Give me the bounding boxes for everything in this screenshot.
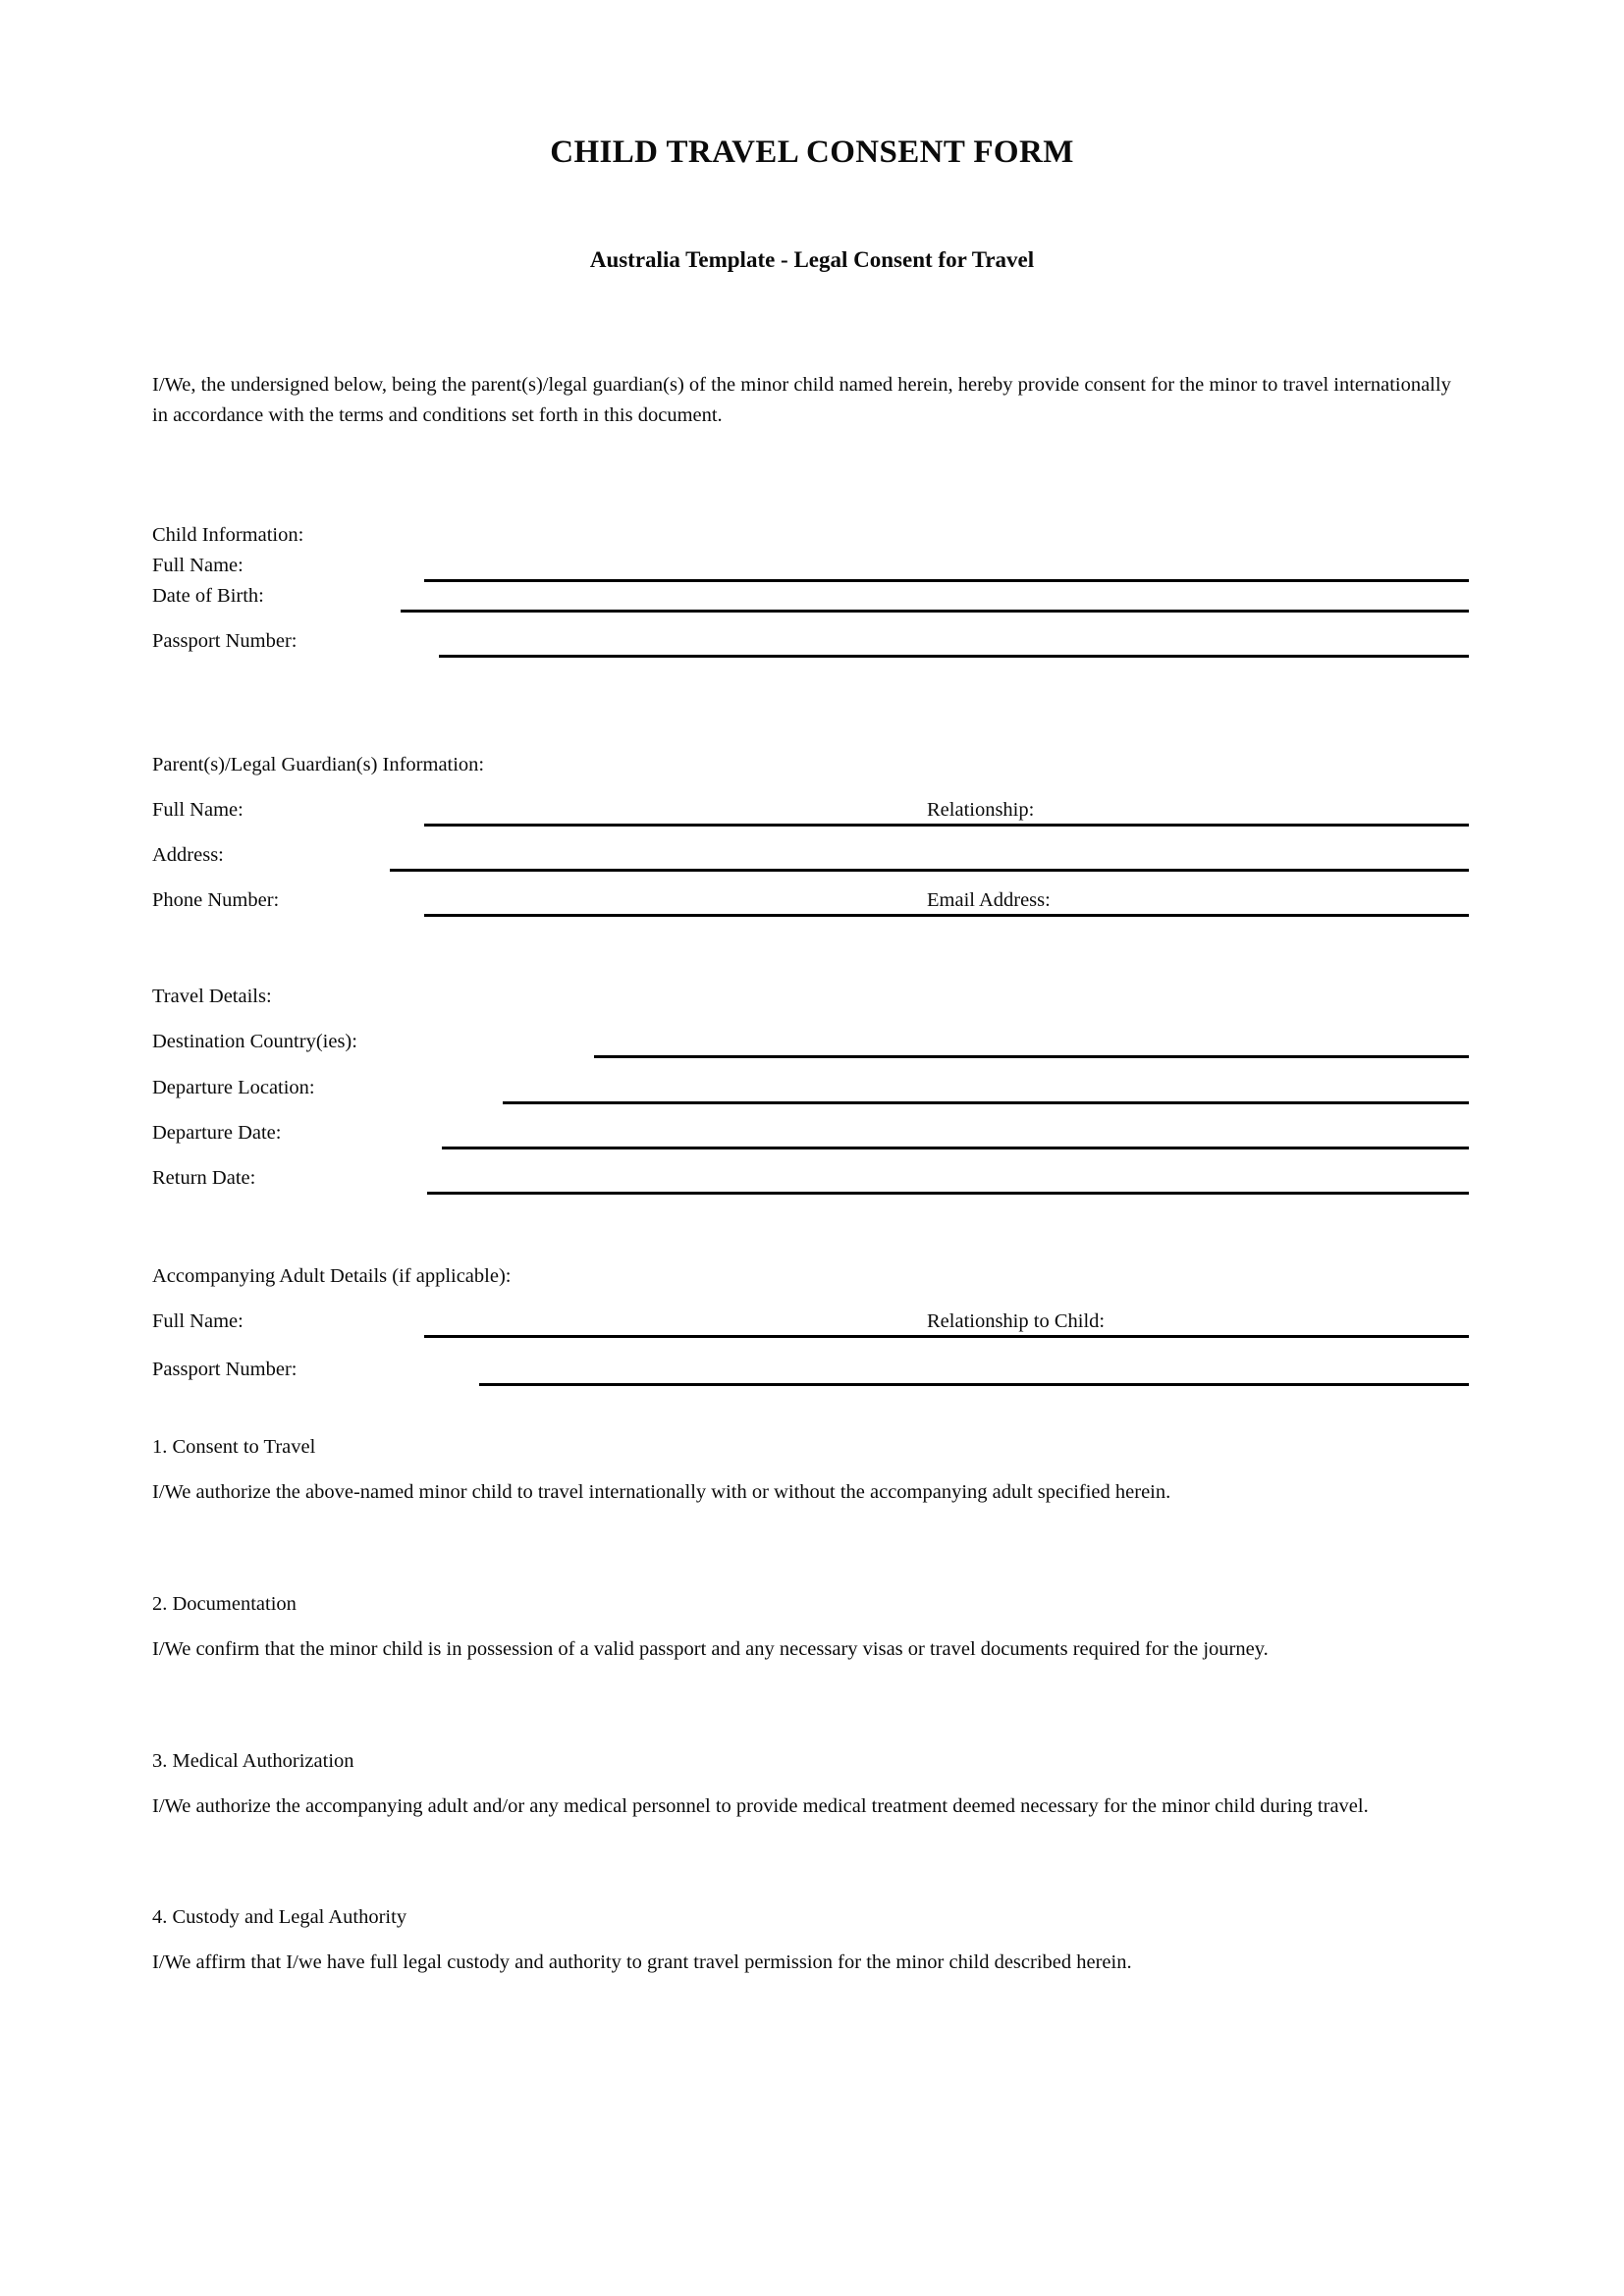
field-row-child-full-name xyxy=(0,551,1624,581)
field-label-departure-date: Departure Date: xyxy=(152,1122,282,1144)
field-input-guardian-phone-email[interactable] xyxy=(424,914,1469,917)
field-input-destination-country[interactable] xyxy=(594,1055,1469,1058)
field-label-return-date: Return Date: xyxy=(152,1167,256,1189)
field-row-guardian-full-name xyxy=(0,795,1624,826)
field-input-child-passport-number[interactable] xyxy=(439,655,1469,658)
clause-title-2: 2. Documentation xyxy=(152,1593,297,1615)
field-label-adult-passport-number: Passport Number: xyxy=(152,1359,298,1380)
field-input-adult-full-name-relationship[interactable] xyxy=(424,1335,1469,1338)
page-subtitle: Australia Template - Legal Consent for Travel xyxy=(589,247,1035,273)
field-label-guardian-email-address: Email Address: xyxy=(927,889,1051,911)
clause-title-1: 1. Consent to Travel xyxy=(152,1436,316,1458)
field-input-return-date[interactable] xyxy=(427,1192,1469,1195)
field-label-destination-country: Destination Country(ies): xyxy=(152,1031,357,1052)
field-row-adult-passport-number xyxy=(0,1355,1624,1385)
field-label-adult-relationship-to-child: Relationship to Child: xyxy=(927,1310,1106,1332)
field-label-child-date-of-birth: Date of Birth: xyxy=(152,585,264,607)
section-heading-accompanying-adult: Accompanying Adult Details (if applicable): xyxy=(152,1265,512,1287)
clause-body-3: I/We authorize the accompanying adult and/or any medical personnel to provide medical treatment deemed necessary for the minor child during travel. xyxy=(152,1795,1369,1817)
field-label-guardian-relationship: Relationship: xyxy=(927,799,1035,821)
clause-body-2: I/We confirm that the minor child is in possession of a valid passport and any necessary visas or travel documents required for the journey. xyxy=(152,1638,1269,1660)
page-title: CHILD TRAVEL CONSENT FORM xyxy=(550,134,1074,171)
field-row-guardian-phone-number xyxy=(0,885,1624,916)
field-row-child-passport-number xyxy=(0,626,1624,657)
clause-title-4: 4. Custody and Legal Authority xyxy=(152,1906,407,1928)
field-row-departure-location xyxy=(0,1073,1624,1103)
clause-body-4: I/We affirm that I/we have full legal custody and authority to grant travel permission for the minor child described herein. xyxy=(152,1951,1132,1973)
field-input-guardian-full-name-relationship[interactable] xyxy=(424,824,1469,827)
field-input-child-date-of-birth[interactable] xyxy=(401,610,1469,613)
field-row-guardian-address xyxy=(0,840,1624,871)
field-label-departure-location: Departure Location: xyxy=(152,1077,315,1098)
clause-title-3: 3. Medical Authorization xyxy=(152,1750,354,1772)
field-row-adult-full-name xyxy=(0,1307,1624,1337)
section-heading-travel-details: Travel Details: xyxy=(152,986,272,1007)
field-input-adult-passport-number[interactable] xyxy=(479,1383,1469,1386)
intro-paragraph: I/We, the undersigned below, being the parent(s)/legal guardian(s) of the minor child named herein, hereby provide consent for the minor to travel internationally in accordance with the terms and conditions set forth in this document. xyxy=(152,373,1451,426)
field-row-return-date xyxy=(0,1163,1624,1194)
section-heading-guardian-information: Parent(s)/Legal Guardian(s) Information: xyxy=(152,754,485,775)
field-label-guardian-address: Address: xyxy=(152,844,224,866)
clause-body-1: I/We authorize the above-named minor child to travel internationally with or without the accompanying adult specified herein. xyxy=(152,1481,1171,1503)
field-label-child-passport-number: Passport Number: xyxy=(152,630,298,652)
field-input-departure-date[interactable] xyxy=(442,1147,1469,1149)
field-label-guardian-full-name: Full Name: xyxy=(152,799,244,821)
field-label-adult-full-name: Full Name: xyxy=(152,1310,244,1332)
field-input-guardian-address[interactable] xyxy=(390,869,1469,872)
field-label-child-full-name: Full Name: xyxy=(152,555,244,576)
field-input-departure-location[interactable] xyxy=(503,1101,1469,1104)
field-label-guardian-phone-number: Phone Number: xyxy=(152,889,280,911)
field-row-destination-country xyxy=(0,1027,1624,1057)
field-row-departure-date xyxy=(0,1118,1624,1148)
field-row-child-date-of-birth xyxy=(0,581,1624,612)
section-heading-child-information: Child Information: xyxy=(152,524,304,546)
